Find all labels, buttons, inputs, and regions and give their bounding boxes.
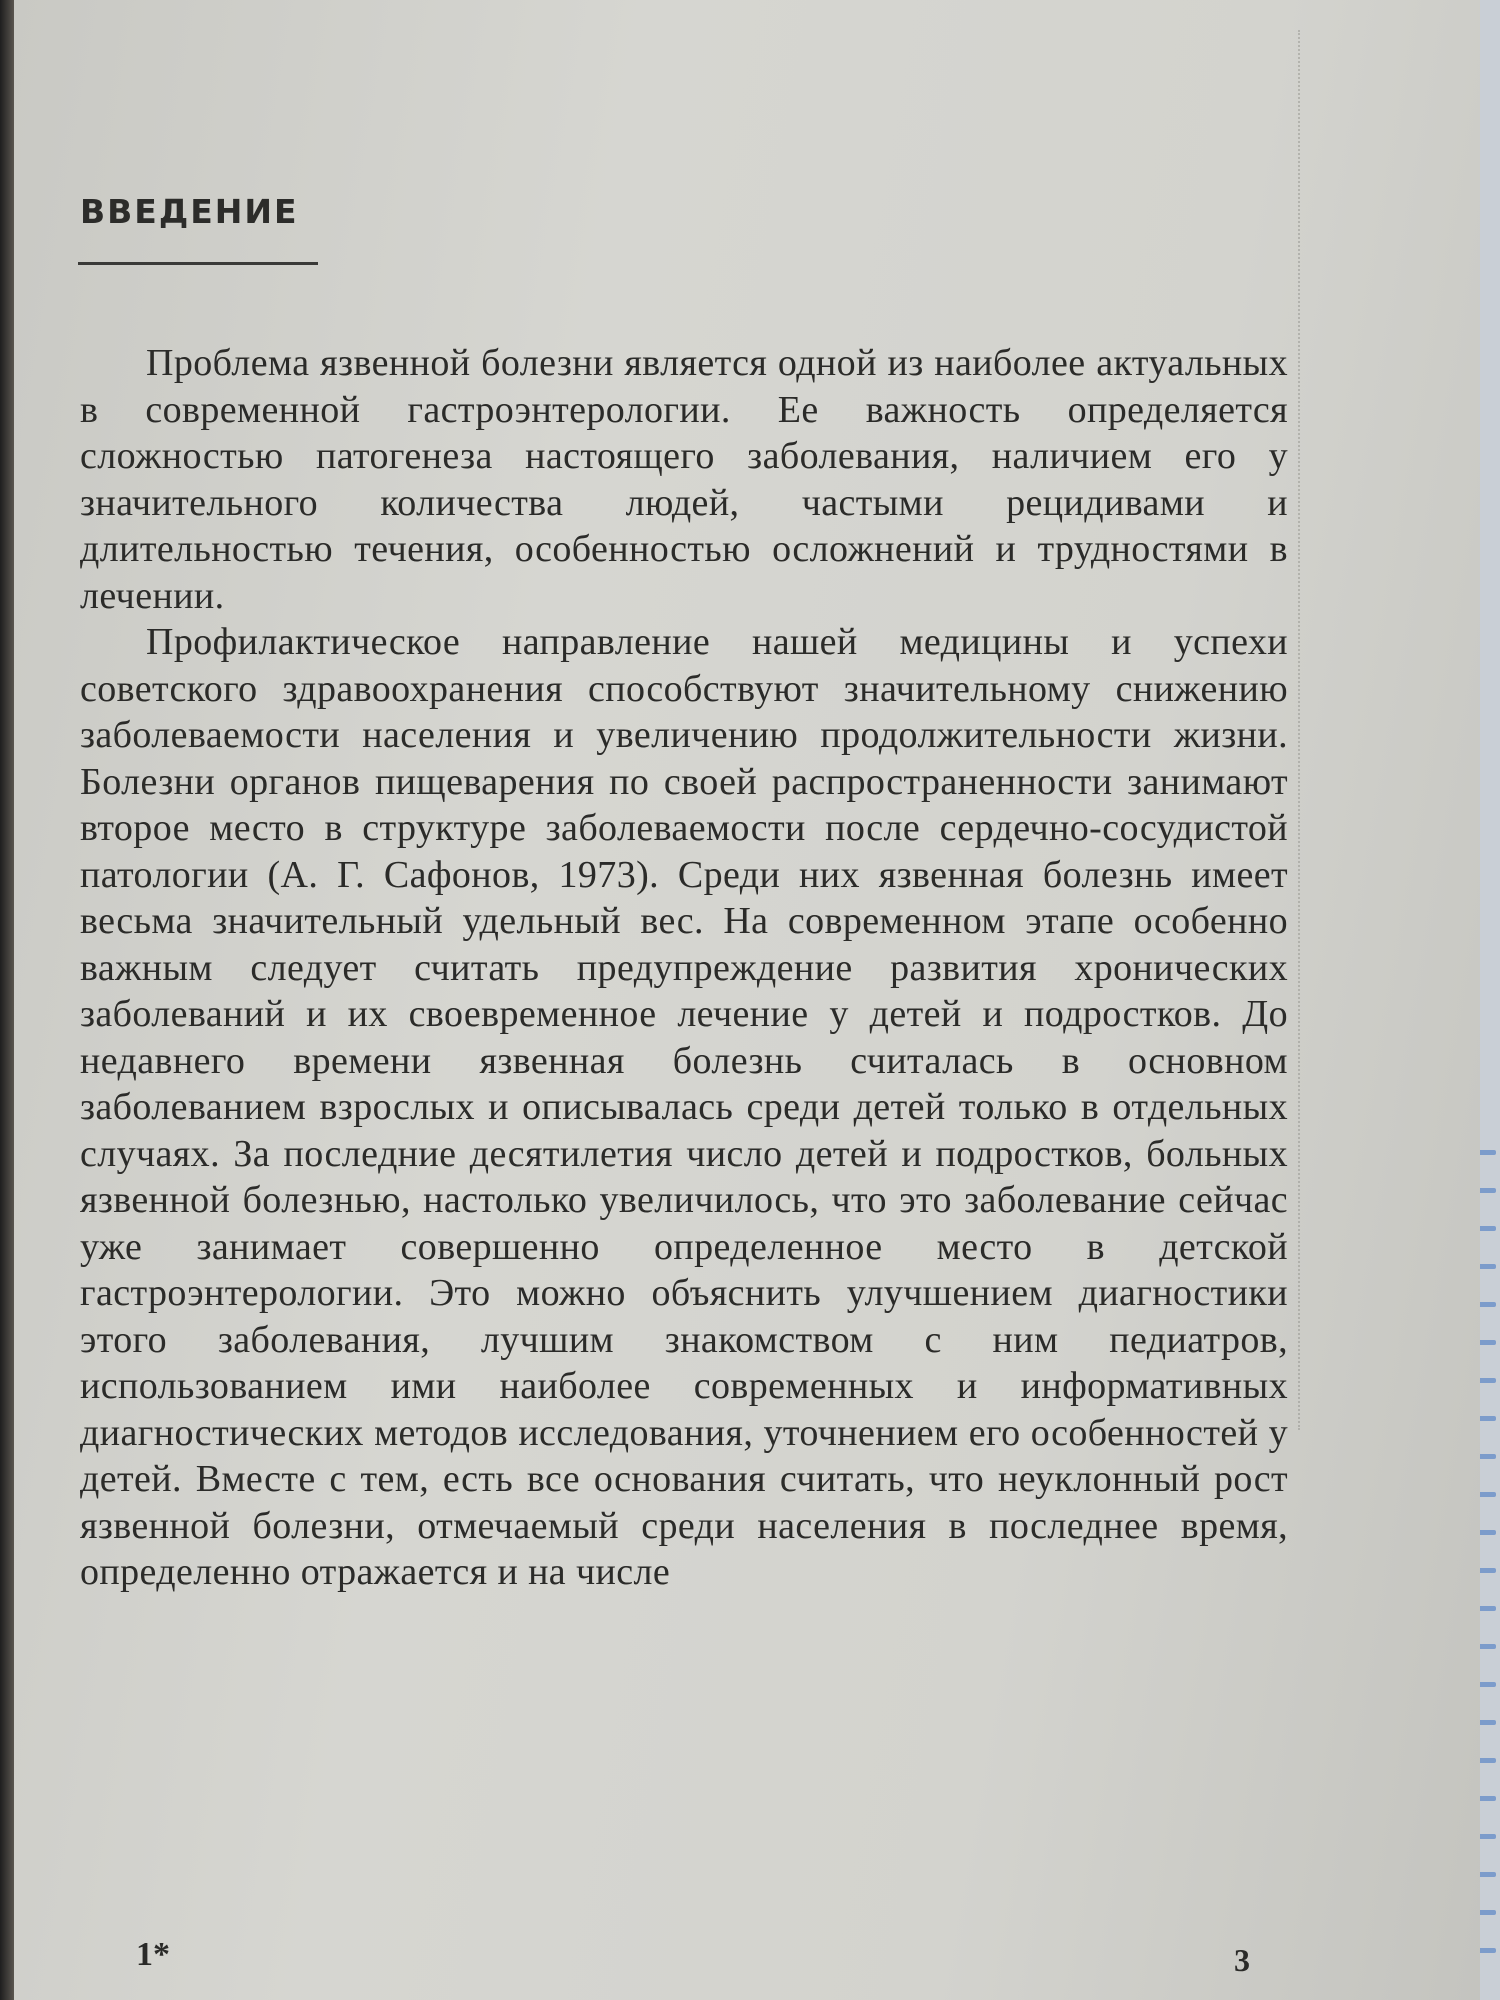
body-text: [80, 340, 1288, 1596]
notebook-line-mark: [1478, 1606, 1496, 1611]
notebook-line-mark: [1478, 1948, 1496, 1953]
notebook-line-mark: [1478, 1340, 1496, 1345]
notebook-line-mark: [1478, 1834, 1496, 1839]
notebook-line-mark: [1478, 1416, 1496, 1421]
notebook-line-mark: [1478, 1720, 1496, 1725]
notebook-line-mark: [1478, 1150, 1496, 1155]
notebook-line-mark: [1478, 1492, 1496, 1497]
notebook-line-mark: [1478, 1796, 1496, 1801]
notebook-line-mark: [1478, 1644, 1496, 1649]
book-binding: [0, 0, 14, 2000]
notebook-line-mark: [1478, 1264, 1496, 1269]
paragraph-2: Профилактическое направление нашей медицины и успехи советского здравоохранения способствуют значительному снижению заболеваемости населения и увеличению продолжительности жизни. Болезни органов пищеварения по своей распространенности занимают второе место в структуре заболеваемости после сердечно-сосудистой патологии (А. Г. Сафонов, 1973). Среди них язвенная болезнь имеет весьма значительный удельный вес. На современном этапе особенно важным следует считать предупреждение развития хронических заболеваний и их своевременное лечение у детей и подростков. До недавнего времени язвенная болезнь считалась в основном заболеванием взрослых и описывалась среди детей только в отдельных случаях. За последние десятилетия число детей и подростков, больных язвенной болезнью, настолько увеличилось, что это заболевание сейчас уже занимает совершенно определенное место в детской гастроэнтерологии. Это можно объяснить улучшением диагностики этого заболевания, лучшим знакомством с ним педиатров, использованием ими наиболее современных и информативных диагностических методов исследования, уточнением его особенностей у детей. Вместе с тем, есть все основания считать, что неуклонный рост язвенной болезни, отмечаемый среди населения в последнее время, определенно отражается и на числе: [80, 621, 1288, 1593]
notebook-line-mark: [1478, 1188, 1496, 1193]
notebook-line-mark: [1478, 1568, 1496, 1573]
notebook-line-mark: [1478, 1758, 1496, 1763]
notebook-line-mark: [1478, 1910, 1496, 1915]
notebook-line-mark: [1478, 1682, 1496, 1687]
notebook-line-mark: [1478, 1454, 1496, 1459]
page-number: 3: [1234, 1942, 1250, 1978]
section-heading: ВВЕДЕНИЕ: [80, 192, 299, 231]
book-page: [14, 0, 1480, 2000]
page-dotted-line: [1298, 30, 1300, 1430]
notebook-line-mark: [1478, 1378, 1496, 1383]
notebook-line-mark: [1478, 1530, 1496, 1535]
heading-underline: [78, 262, 318, 265]
notebook-line-mark: [1478, 1226, 1496, 1231]
signature-mark: 1*: [136, 1936, 170, 1973]
paragraph-1: Проблема язвенной болезни является одной из наиболее актуальных в современной гастроэнтерологии. Ее важность определяется сложностью патогенеза настоящего заболевания, наличием его у значительного количества людей, частыми рецидивами и длительностью течения, особенностью осложнений и трудностями в лечении.: [80, 342, 1288, 617]
notebook-line-mark: [1478, 1872, 1496, 1877]
notebook-line-mark: [1478, 1302, 1496, 1307]
